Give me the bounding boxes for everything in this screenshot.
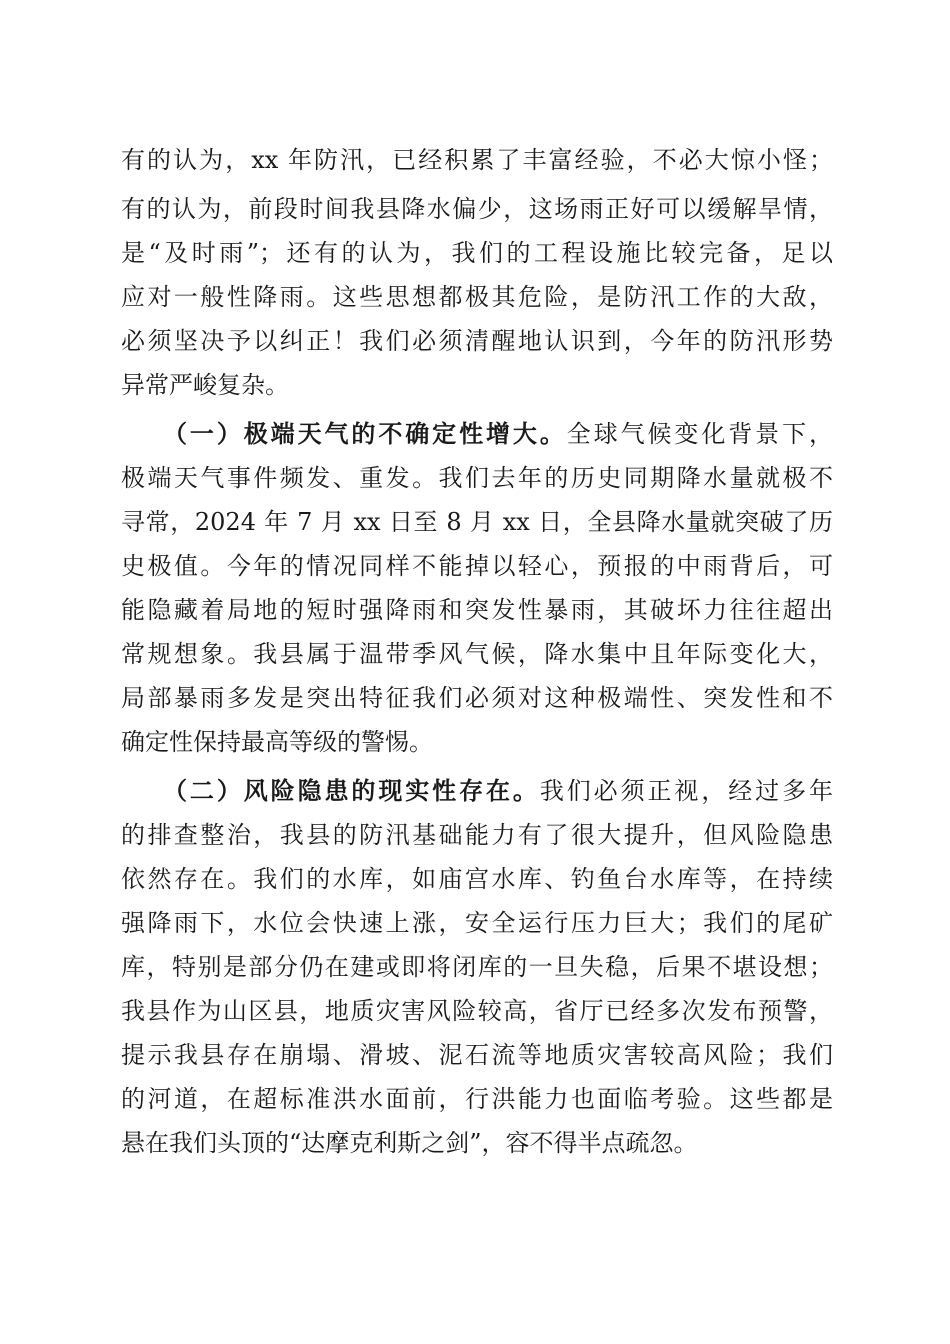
paragraph-1-line-4: 应对一般性降雨。这些思想都极其危险，是防汛工作的大敌， [121, 283, 833, 311]
paragraph-2-line-3: 寻常，2024 年 7 月 xx 日至 8 月 xx 日，全县降水量就突破了历 [121, 508, 833, 536]
paragraph-2-line-2: 极端天气事件频发、重发。我们去年的历史同期降水量就极不 [121, 464, 833, 492]
paragraph-3-line-7: 提示我县存在崩塌、滑坡、泥石流等地质灾害较高风险；我们 [121, 1041, 833, 1069]
paragraph-3-line-3: 依然存在。我们的水库，如庙宫水库、钓鱼台水库等，在持续 [121, 865, 833, 893]
paragraph-2-line-7: 局部暴雨多发是突出特征我们必须对这种极端性、突发性和不 [121, 684, 833, 712]
paragraph-2-line-4: 史极值。今年的情况同样不能掉以轻心，预报的中雨背后，可 [121, 552, 833, 580]
paragraph-3-line-6: 我县作为山区县，地质灾害风险较高，省厅已经多次发布预警， [121, 997, 833, 1025]
paragraph-3-line-9: 悬在我们头顶的“达摩克利斯之剑”，容不得半点疏忽。 [121, 1129, 698, 1157]
paragraph-3-line-2: 的排查整治，我县的防汛基础能力有了很大提升，但风险隐患 [121, 821, 833, 849]
paragraph-2-line-5: 能隐藏着局地的短时强降雨和突发性暴雨，其破坏力往往超出 [121, 596, 833, 624]
paragraph-2-line-1-text: 全球气候变化背景下， [566, 420, 833, 448]
section-heading-1: （一）极端天气的不确定性增大。 [163, 419, 567, 448]
paragraph-2-line-6: 常规想象。我县属于温带季风气候，降水集中且年际变化大， [121, 640, 833, 668]
paragraph-1-line-3: 是“及时雨”；还有的认为，我们的工程设施比较完备，足以 [121, 239, 833, 267]
paragraph-3-line-4: 强降雨下，水位会快速上涨，安全运行压力巨大；我们的尾矿 [121, 909, 833, 937]
paragraph-1-line-1: 有的认为，xx 年防汛，已经积累了丰富经验，不必大惊小怪； [121, 146, 833, 174]
paragraph-1-line-6: 异常严峻复杂。 [121, 371, 289, 399]
paragraph-2-line-8: 确定性保持最高等级的警惕。 [121, 728, 433, 756]
paragraph-3-line-8: 的河道，在超标准洪水面前，行洪能力也面临考验。这些都是 [121, 1085, 833, 1113]
paragraph-3-line-1-text: 我们必须正视，经过多年 [539, 777, 834, 805]
paragraph-3-line-5: 库，特别是部分仍在建或即将闭库的一旦失稳，后果不堪设想； [121, 953, 833, 981]
paragraph-3-line-1 [163, 771, 833, 811]
section-heading-2: （二）风险隐患的现实性存在。 [163, 776, 540, 805]
paragraph-1-line-2: 有的认为，前段时间我县降水偏少，这场雨正好可以缓解旱情， [121, 195, 833, 223]
paragraph-2-line-1 [163, 414, 833, 454]
paragraph-1-line-5: 必须坚决予以纠正！我们必须清醒地认识到，今年的防汛形势 [121, 327, 833, 355]
